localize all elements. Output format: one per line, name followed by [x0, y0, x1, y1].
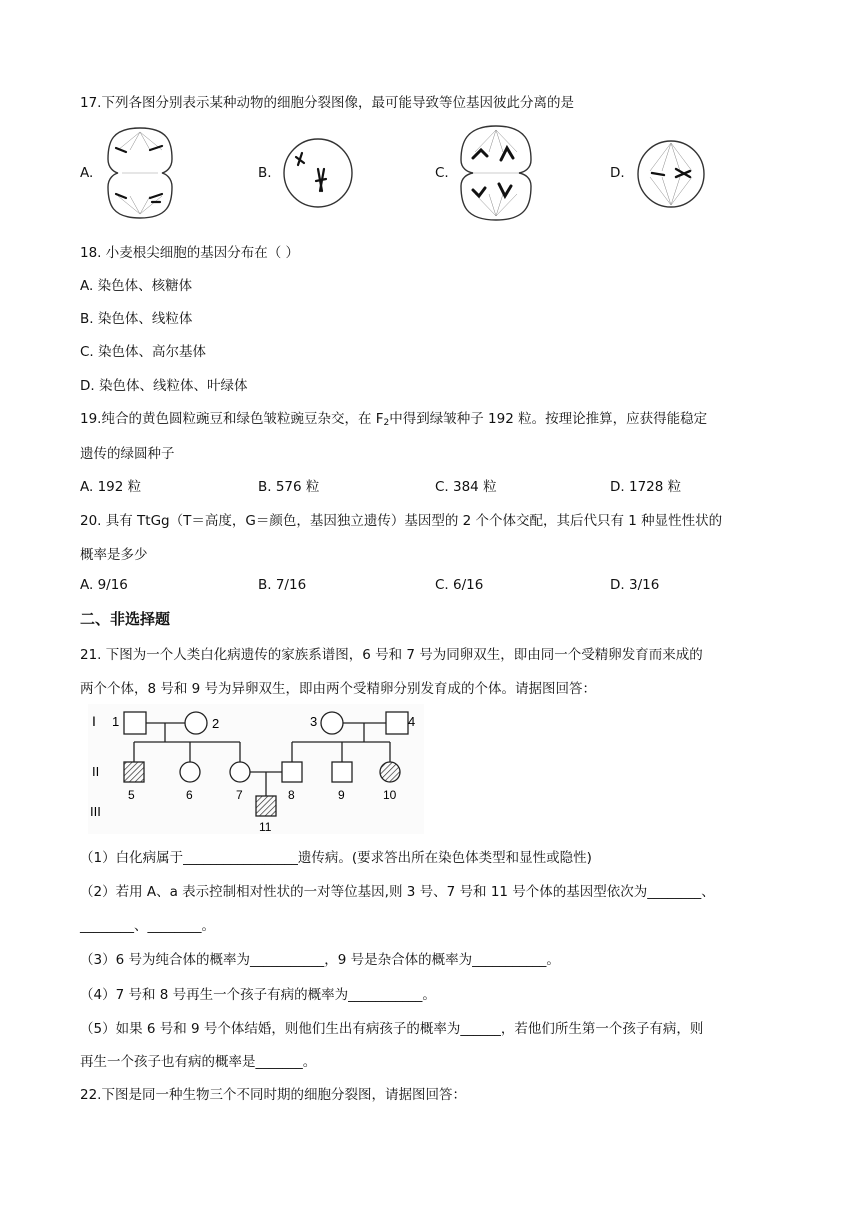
member-label-7: 7 — [236, 788, 243, 802]
cell-figure-d — [634, 137, 708, 211]
q17-option-d: D. — [610, 165, 625, 181]
q21-sub2-line1: （2）若用 A、a 表示控制相对性状的一对等位基因,则 3 号、7 号和 11 号个体的基因型依次为________、 — [80, 884, 715, 900]
q18-option-d: D. 染色体、线粒体、叶绿体 — [80, 378, 248, 394]
q18-option-c: C. 染色体、高尔基体 — [80, 344, 207, 360]
member-5 — [124, 762, 144, 782]
q18-stem: 18. 小麦根尖细胞的基因分布在（ ） — [80, 245, 300, 261]
q21-sub4: （4）7 号和 8 号再生一个孩子有病的概率为___________。 — [80, 987, 436, 1003]
generation-label-i: I — [92, 713, 96, 729]
q19-option-c: C. 384 粒 — [435, 479, 497, 495]
member-label-3: 3 — [310, 714, 318, 729]
q21-sub2-line2: ________、________。 — [80, 918, 215, 934]
generation-label-iii: III — [90, 804, 101, 819]
section-heading: 二、非选择题 — [80, 610, 171, 628]
q21-sub1: （1）白化病属于_________________遗传病。(要求答出所在染色体类型和显性或隐性) — [80, 850, 592, 866]
q19-stem — [80, 407, 707, 428]
q17-option-b: B. — [258, 165, 272, 181]
member-10 — [380, 762, 400, 782]
q19-stem-part-a: 19.纯合的黄色圆粒豌豆和绿色皱粒豌豆杂交，在 F — [80, 411, 384, 427]
q21-stem-line2: 两个个体，8 号和 9 号为异卵双生，即由两个受精卵分别发育成的个体。请据图回答： — [80, 681, 597, 697]
member-label-4: 4 — [408, 714, 416, 729]
q21-sub5-line1: （5）如果 6 号和 9 号个体结婚，则他们生出有病孩子的概率为______，若他们所生第一个孩子有病，则 — [80, 1021, 704, 1037]
member-8 — [282, 762, 302, 782]
member-label-1: 1 — [112, 714, 120, 729]
cell-figure-c — [455, 122, 537, 224]
member-label-8: 8 — [288, 788, 295, 802]
member-label-2: 2 — [212, 716, 220, 731]
member-label-5: 5 — [128, 788, 135, 802]
q21-sub3: （3）6 号为纯合体的概率为___________，9 号是杂合体的概率为___________。 — [80, 952, 560, 968]
member-11 — [256, 796, 276, 816]
q17-stem: 17.下列各图分别表示某种动物的细胞分裂图像，最可能导致等位基因彼此分离的是 — [80, 95, 574, 111]
q17-option-c: C. — [435, 165, 449, 181]
q17-option-a: A. — [80, 165, 94, 181]
q18-option-a: A. 染色体、核糖体 — [80, 278, 193, 294]
q20-option-a: A. 9/16 — [80, 577, 128, 593]
member-label-11: 11 — [259, 820, 272, 834]
q19-stem-line2: 遗传的绿圆种子 — [80, 446, 175, 462]
q19-stem-subscript: 2 — [383, 418, 390, 428]
cell-figure-b — [280, 135, 356, 211]
member-label-10: 10 — [383, 788, 397, 802]
generation-label-ii: II — [92, 764, 100, 779]
q22-stem: 22.下图是同一种生物三个不同时期的细胞分裂图，请据图回答： — [80, 1087, 466, 1103]
member-9 — [332, 762, 352, 782]
q21-stem-line1: 21. 下图为一个人类白化病遗传的家族系谱图，6 号和 7 号为同卵双生，即由同一个受精卵发育而来成的 — [80, 647, 703, 663]
q20-option-d: D. 3/16 — [610, 577, 660, 593]
member-label-6: 6 — [186, 788, 193, 802]
q20-option-b: B. 7/16 — [258, 577, 307, 593]
q19-stem-part-b: 中得到绿皱种子 192 粒。按理论推算，应获得能稳定 — [389, 411, 708, 427]
member-2 — [185, 712, 207, 734]
q21-sub5-line2: 再生一个孩子也有病的概率是_______。 — [80, 1054, 317, 1070]
q19-option-b: B. 576 粒 — [258, 479, 320, 495]
member-7 — [230, 762, 250, 782]
q20-stem-line2: 概率是多少 — [80, 547, 148, 563]
pedigree-chart — [88, 704, 424, 834]
member-4 — [386, 712, 408, 734]
q19-option-a: A. 192 粒 — [80, 479, 142, 495]
q20-option-c: C. 6/16 — [435, 577, 484, 593]
q19-option-d: D. 1728 粒 — [610, 479, 682, 495]
member-6 — [180, 762, 200, 782]
member-label-9: 9 — [338, 788, 345, 802]
member-3 — [321, 712, 343, 734]
member-1 — [124, 712, 146, 734]
cell-figure-a — [100, 124, 180, 222]
q18-option-b: B. 染色体、线粒体 — [80, 311, 193, 327]
q20-stem-line1: 20. 具有 TtGg（T＝高度，G＝颜色，基因独立遗传）基因型的 2 个个体交配，其后代只有 1 种显性性状的 — [80, 513, 723, 529]
